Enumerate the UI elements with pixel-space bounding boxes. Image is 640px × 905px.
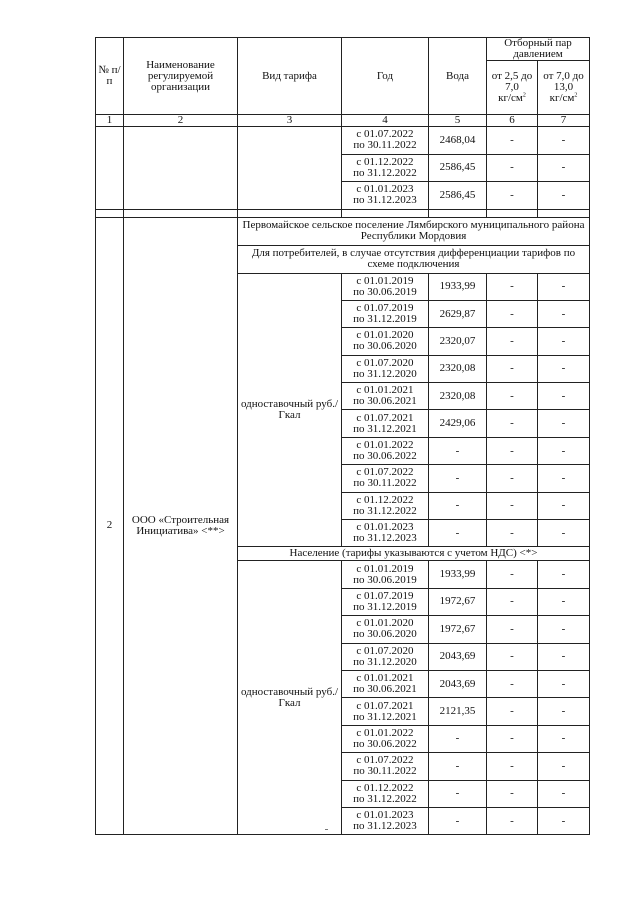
period-cell	[342, 753, 429, 780]
period-cell	[342, 437, 429, 464]
steam-low-value: -	[487, 616, 538, 643]
period-cell	[342, 616, 429, 643]
period-cell	[342, 383, 429, 410]
period-from: с 01.07.2022	[356, 754, 414, 767]
steam-high-value: -	[538, 273, 590, 300]
steam-high-value: -	[538, 410, 590, 437]
header-steam-high	[538, 61, 590, 115]
period-from: с 01.01.2020	[356, 329, 414, 342]
period-cell	[342, 182, 429, 210]
header-steam-high-range: от 7,0 до 13,0	[543, 70, 584, 93]
period-to: по 30.06.2022	[353, 450, 417, 463]
header-col-org: Наименование регулируемой организации	[124, 38, 238, 115]
water-value: 2043,69	[429, 670, 487, 697]
steam-high-value: -	[538, 807, 590, 834]
period-from: с 01.07.2021	[356, 411, 414, 424]
steam-low-value: -	[487, 588, 538, 615]
water-value: 1972,67	[429, 588, 487, 615]
steam-low-value: -	[487, 643, 538, 670]
column-number: 7	[538, 115, 590, 127]
steam-low-value: -	[487, 561, 538, 588]
steam-low-value: -	[487, 127, 538, 155]
column-number: 1	[96, 115, 124, 127]
steam-low-value: -	[487, 780, 538, 807]
steam-low-value: -	[487, 273, 538, 300]
water-value: -	[429, 725, 487, 752]
org-row-number: 2	[96, 217, 124, 835]
water-value: 2043,69	[429, 643, 487, 670]
period-cell	[342, 780, 429, 807]
empty-cell	[96, 209, 124, 217]
water-value: -	[429, 807, 487, 834]
steam-high-value: -	[538, 520, 590, 547]
empty-cell	[124, 127, 238, 210]
steam-low-value: -	[487, 492, 538, 519]
section-title: Население (тарифы указываются с учетом НДС) <*>	[238, 547, 590, 561]
period-cell	[342, 273, 429, 300]
org-name: ООО «Строительная Инициатива» <**>	[124, 217, 238, 835]
period-from: с 01.07.2021	[356, 699, 414, 712]
steam-low-value: -	[487, 355, 538, 382]
header-col-year: Год	[342, 38, 429, 115]
period-from: с 01.01.2019	[356, 274, 414, 287]
period-cell	[342, 465, 429, 492]
steam-low-value: -	[487, 807, 538, 834]
period-to: по 30.06.2020	[353, 628, 417, 641]
steam-low-value: -	[487, 182, 538, 210]
header-col-no: № п/п	[96, 38, 124, 115]
period-cell	[342, 698, 429, 725]
steam-low-value: -	[487, 725, 538, 752]
period-cell	[342, 807, 429, 834]
water-value: -	[429, 753, 487, 780]
header-steam-low-range: от 2,5 до 7,0	[491, 70, 533, 93]
steam-low-value: -	[487, 520, 538, 547]
steam-high-value: -	[538, 355, 590, 382]
period-to: по 31.12.2023	[353, 820, 417, 833]
header-steam-high-unit: кг/см	[549, 92, 575, 104]
steam-high-value: -	[538, 328, 590, 355]
steam-high-value: -	[538, 753, 590, 780]
steam-low-value: -	[487, 753, 538, 780]
scan-speck	[325, 829, 328, 830]
period-cell	[342, 725, 429, 752]
period-cell	[342, 492, 429, 519]
steam-low-value: -	[487, 328, 538, 355]
period-from: с 01.01.2022	[356, 726, 414, 739]
period-to: по 31.12.2023	[353, 532, 417, 545]
steam-low-value: -	[487, 698, 538, 725]
period-from: с 01.07.2019	[356, 302, 414, 315]
period-to: по 30.11.2022	[353, 139, 417, 152]
period-to: по 31.12.2023	[353, 194, 417, 207]
steam-high-value: -	[538, 670, 590, 697]
tariff-table	[95, 37, 590, 835]
steam-high-value: -	[538, 616, 590, 643]
steam-high-value: -	[538, 437, 590, 464]
period-to: по 31.12.2021	[353, 422, 417, 435]
period-to: по 30.06.2020	[353, 340, 417, 353]
water-value: -	[429, 465, 487, 492]
steam-high-value: -	[538, 127, 590, 155]
water-value: 2468,04	[429, 127, 487, 155]
water-value: 2320,08	[429, 355, 487, 382]
column-number: 4	[342, 115, 429, 127]
period-from: с 01.01.2021	[356, 384, 414, 397]
period-to: по 31.12.2021	[353, 710, 417, 723]
section-title-row	[96, 217, 590, 245]
empty-cell	[96, 127, 124, 210]
period-to: по 31.12.2020	[353, 655, 417, 668]
period-to: по 30.06.2019	[353, 285, 417, 298]
steam-high-value: -	[538, 182, 590, 210]
period-from: с 01.01.2020	[356, 617, 414, 630]
period-from: с 01.01.2021	[356, 672, 414, 685]
steam-low-value: -	[487, 300, 538, 327]
steam-high-value: -	[538, 725, 590, 752]
period-from: с 01.07.2020	[356, 644, 414, 657]
period-to: по 31.12.2020	[353, 367, 417, 380]
period-from: с 01.07.2020	[356, 356, 414, 369]
period-to: по 31.12.2019	[353, 600, 417, 613]
steam-high-value: -	[538, 588, 590, 615]
water-value: 2320,08	[429, 383, 487, 410]
steam-low-value: -	[487, 437, 538, 464]
period-to: по 30.11.2022	[353, 765, 417, 778]
water-value: 2121,35	[429, 698, 487, 725]
period-from: с 01.12.2022	[356, 493, 414, 506]
period-from: с 01.12.2022	[356, 155, 414, 168]
tariff-type: одноставочный руб./Гкал	[238, 561, 342, 835]
period-cell	[342, 561, 429, 588]
steam-low-value: -	[487, 383, 538, 410]
steam-high-value: -	[538, 492, 590, 519]
steam-high-value: -	[538, 465, 590, 492]
water-value: -	[429, 780, 487, 807]
header-steam-low-sup: 2	[522, 92, 526, 99]
water-value: 2629,87	[429, 300, 487, 327]
steam-high-value: -	[538, 154, 590, 182]
header-steam-high-sup: 2	[574, 92, 578, 99]
period-cell	[342, 410, 429, 437]
period-from: с 01.07.2022	[356, 128, 414, 141]
steam-high-value: -	[538, 561, 590, 588]
period-from: с 01.12.2022	[356, 781, 414, 794]
column-number: 3	[238, 115, 342, 127]
period-to: по 30.11.2022	[353, 477, 417, 490]
column-number: 6	[487, 115, 538, 127]
empty-cell	[538, 209, 590, 217]
empty-cell	[124, 209, 238, 217]
period-to: по 31.12.2022	[353, 792, 417, 805]
period-cell	[342, 520, 429, 547]
period-to: по 30.06.2022	[353, 737, 417, 750]
header-col-water: Вода	[429, 38, 487, 115]
water-value: -	[429, 492, 487, 519]
empty-cell	[238, 127, 342, 210]
empty-cell	[238, 209, 342, 217]
section-subtitle: Для потребителей, в случае отсутствия дифференциации тарифов по схеме подключения	[238, 245, 590, 273]
water-value: -	[429, 520, 487, 547]
period-from: с 01.07.2019	[356, 589, 414, 602]
period-from: с 01.01.2019	[356, 562, 414, 575]
period-to: по 30.06.2021	[353, 683, 417, 696]
water-value: 1972,67	[429, 616, 487, 643]
water-value: 1933,99	[429, 561, 487, 588]
section-title: Первомайское сельское поселение Лямбирского муниципального района Республики Мордовия	[238, 217, 590, 245]
steam-low-value: -	[487, 670, 538, 697]
period-to: по 30.06.2019	[353, 573, 417, 586]
period-to: по 31.12.2022	[353, 166, 417, 179]
empty-cell	[429, 209, 487, 217]
period-from: с 01.01.2023	[356, 809, 414, 822]
steam-low-value: -	[487, 465, 538, 492]
steam-high-value: -	[538, 383, 590, 410]
water-value: 2429,06	[429, 410, 487, 437]
period-from: с 01.01.2023	[356, 521, 414, 534]
water-value: 2320,07	[429, 328, 487, 355]
period-cell	[342, 154, 429, 182]
tariff-document	[95, 37, 589, 835]
column-number: 5	[429, 115, 487, 127]
steam-high-value: -	[538, 780, 590, 807]
header-steam-low-unit: кг/см	[498, 92, 523, 104]
period-to: по 31.12.2019	[353, 313, 417, 326]
water-value: 1933,99	[429, 273, 487, 300]
period-to: по 30.06.2021	[353, 395, 417, 408]
period-cell	[342, 328, 429, 355]
empty-cell	[487, 209, 538, 217]
water-value: 2586,45	[429, 182, 487, 210]
spacer-row	[96, 209, 590, 217]
water-value: 2586,45	[429, 154, 487, 182]
period-from: с 01.07.2022	[356, 466, 414, 479]
period-to: по 31.12.2022	[353, 504, 417, 517]
steam-high-value: -	[538, 698, 590, 725]
period-cell	[342, 355, 429, 382]
empty-cell	[342, 209, 429, 217]
header-col-tariff-type: Вид тарифа	[238, 38, 342, 115]
period-cell	[342, 127, 429, 155]
steam-low-value: -	[487, 154, 538, 182]
steam-high-value: -	[538, 300, 590, 327]
tariff-type: одноставочный руб./Гкал	[238, 273, 342, 547]
period-cell	[342, 300, 429, 327]
period-cell	[342, 588, 429, 615]
period-from: с 01.01.2023	[356, 183, 414, 196]
period-cell	[342, 670, 429, 697]
header-col-steam: Отборный пар давлением	[487, 38, 590, 61]
steam-high-value: -	[538, 643, 590, 670]
steam-low-value: -	[487, 410, 538, 437]
table-row	[96, 127, 590, 155]
period-from: с 01.01.2022	[356, 439, 414, 452]
water-value: -	[429, 437, 487, 464]
header-steam-low	[487, 61, 538, 115]
period-cell	[342, 643, 429, 670]
column-number: 2	[124, 115, 238, 127]
